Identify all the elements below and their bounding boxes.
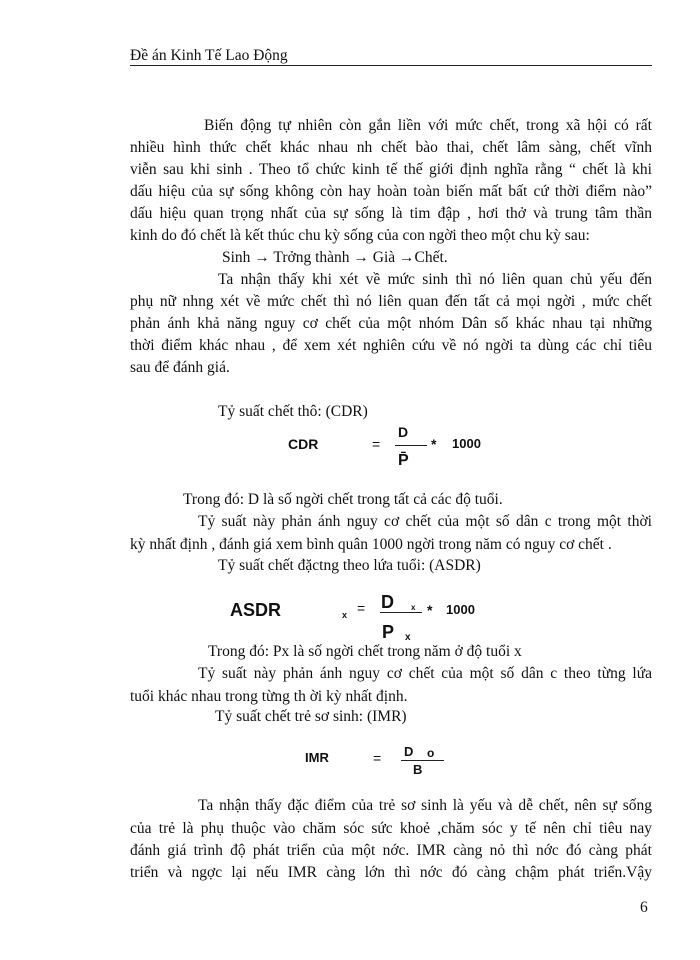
text-line: đánh giá trình độ phát triển của một nớc. IMR càng nỏ thì nớc đó càng phát — [130, 842, 652, 859]
cdr-heading: Tỷ suất chết thô: (CDR) — [218, 403, 368, 420]
formula-lhs: IMR — [305, 750, 329, 765]
stage-adult: Trởng thành — [273, 249, 350, 266]
text-line: phản ánh khả năng nguy cơ chết của một nhóm Dân số khác nhau tại những — [130, 315, 652, 332]
text-line: tuổi khác nhau trong từng th ời kỳ nhất định. — [130, 688, 408, 705]
stage-death: Chết. — [414, 249, 448, 266]
text-line: Tỷ suất này phản ánh nguy cơ chết của một số dân c trong một thời — [198, 513, 652, 530]
text-line: của trẻ là phụ thuộc vào chăm sóc sức khoẻ ,chăm sóc y tế nên chỉ tiêu nay — [130, 820, 652, 837]
formula-numerator: D — [398, 424, 409, 440]
formula-denominator: B — [413, 762, 423, 777]
fraction-bar — [401, 760, 444, 761]
stage-birth: Sinh — [222, 249, 251, 266]
text-line: dấu hiệu quan trọng nhất của sự sống là tim đập , hơi thở và trung tâm thần — [130, 205, 652, 222]
arrow-icon: → — [353, 249, 369, 266]
text-line: thời điểm khác nhau , để xem xét nghiên cứu về nó ngời ta dùng các chỉ tiêu — [130, 337, 652, 354]
imr-heading: Tỷ suất chết trẻ sơ sinh: (IMR) — [215, 708, 407, 725]
formula-subscript: o — [427, 746, 435, 760]
formula-subscript: x — [342, 610, 348, 620]
formula-lhs: CDR — [288, 436, 319, 452]
text-line: kinh do đó chết là kết thúc chu kỳ sống của con ngời theo một chu kỳ sau: — [130, 227, 590, 244]
formula-subscript: x — [411, 603, 416, 612]
formula-numerator: D — [404, 744, 414, 759]
formula-equals: = — [357, 600, 366, 616]
text-line: sau để đánh giá. — [130, 359, 230, 376]
text-line: kỳ nhất định , đánh giá xem bình quân 1000 ngời trong năm có nguy cơ chết . — [130, 536, 612, 553]
cdr-where: Trong đó: D là số ngời chết trong tất cả các độ tuổi. — [183, 491, 503, 508]
page-number: 6 — [640, 899, 648, 916]
formula-denominator: P̄ — [398, 452, 409, 469]
fraction-bar — [395, 445, 427, 446]
text-line: nhiều hình thức chết khác nhau nh chết bào thai, chết lâm sàng, chết vĩnh — [130, 139, 652, 156]
formula-equals: = — [372, 436, 381, 452]
text-line: Biến động tự nhiên còn gắn liền với mức chết, trong xã hội có rất — [204, 117, 652, 134]
formula-constant: 1000 — [452, 436, 481, 451]
asdr-heading: Tỷ suất chết đặctng theo lứa tuổi: (ASDR) — [218, 557, 481, 574]
text-line: Ta nhận thấy đặc điểm của trẻ sơ sinh là yếu và dễ chết, nên sự sống — [198, 797, 652, 814]
text-line: dấu hiệu của sự sống không còn hay hoàn toàn biến mất bất cứ thời điểm nào” — [130, 183, 652, 200]
text-line: Tỷ suất này phản ánh nguy cơ chết của một số dân c theo từng lứa — [198, 665, 652, 682]
formula-constant: 1000 — [446, 602, 475, 617]
text-line: Ta nhận thấy khi xét về mức sinh thì nó liên quan chủ yếu đến — [218, 271, 652, 288]
arrow-icon: → — [399, 249, 415, 266]
formula-equals: = — [373, 750, 382, 766]
asdr-where: Trong đó: Px là số ngời chết trong năm ở độ tuổi x — [208, 643, 522, 660]
formula-times: * — [431, 436, 437, 452]
page-header: Đề án Kinh Tế Lao Động — [130, 47, 652, 66]
text-line: viễn sau khi sinh . Theo tổ chức kinh tế thế giới định nghĩa rằng “ chết là khi — [130, 161, 652, 178]
text-line: phụ nữ nhng xét về mức chết thì nó liên quan đến tất cả mọi ngời , mức chết — [130, 293, 652, 310]
formula-denominator: P — [382, 622, 395, 642]
text-line: triển và ngợc lại nếu IMR càng lớn thì nớc đó càng chậm phát triển.Vậy — [130, 864, 652, 881]
fraction-bar — [380, 612, 422, 613]
formula-times: * — [427, 602, 433, 618]
life-cycle — [222, 248, 448, 268]
stage-old: Già — [372, 249, 396, 266]
formula-numerator: D — [381, 592, 394, 612]
formula-lhs: ASDR — [230, 600, 282, 620]
formula-subscript: x — [405, 632, 411, 643]
arrow-icon: → — [254, 249, 270, 266]
